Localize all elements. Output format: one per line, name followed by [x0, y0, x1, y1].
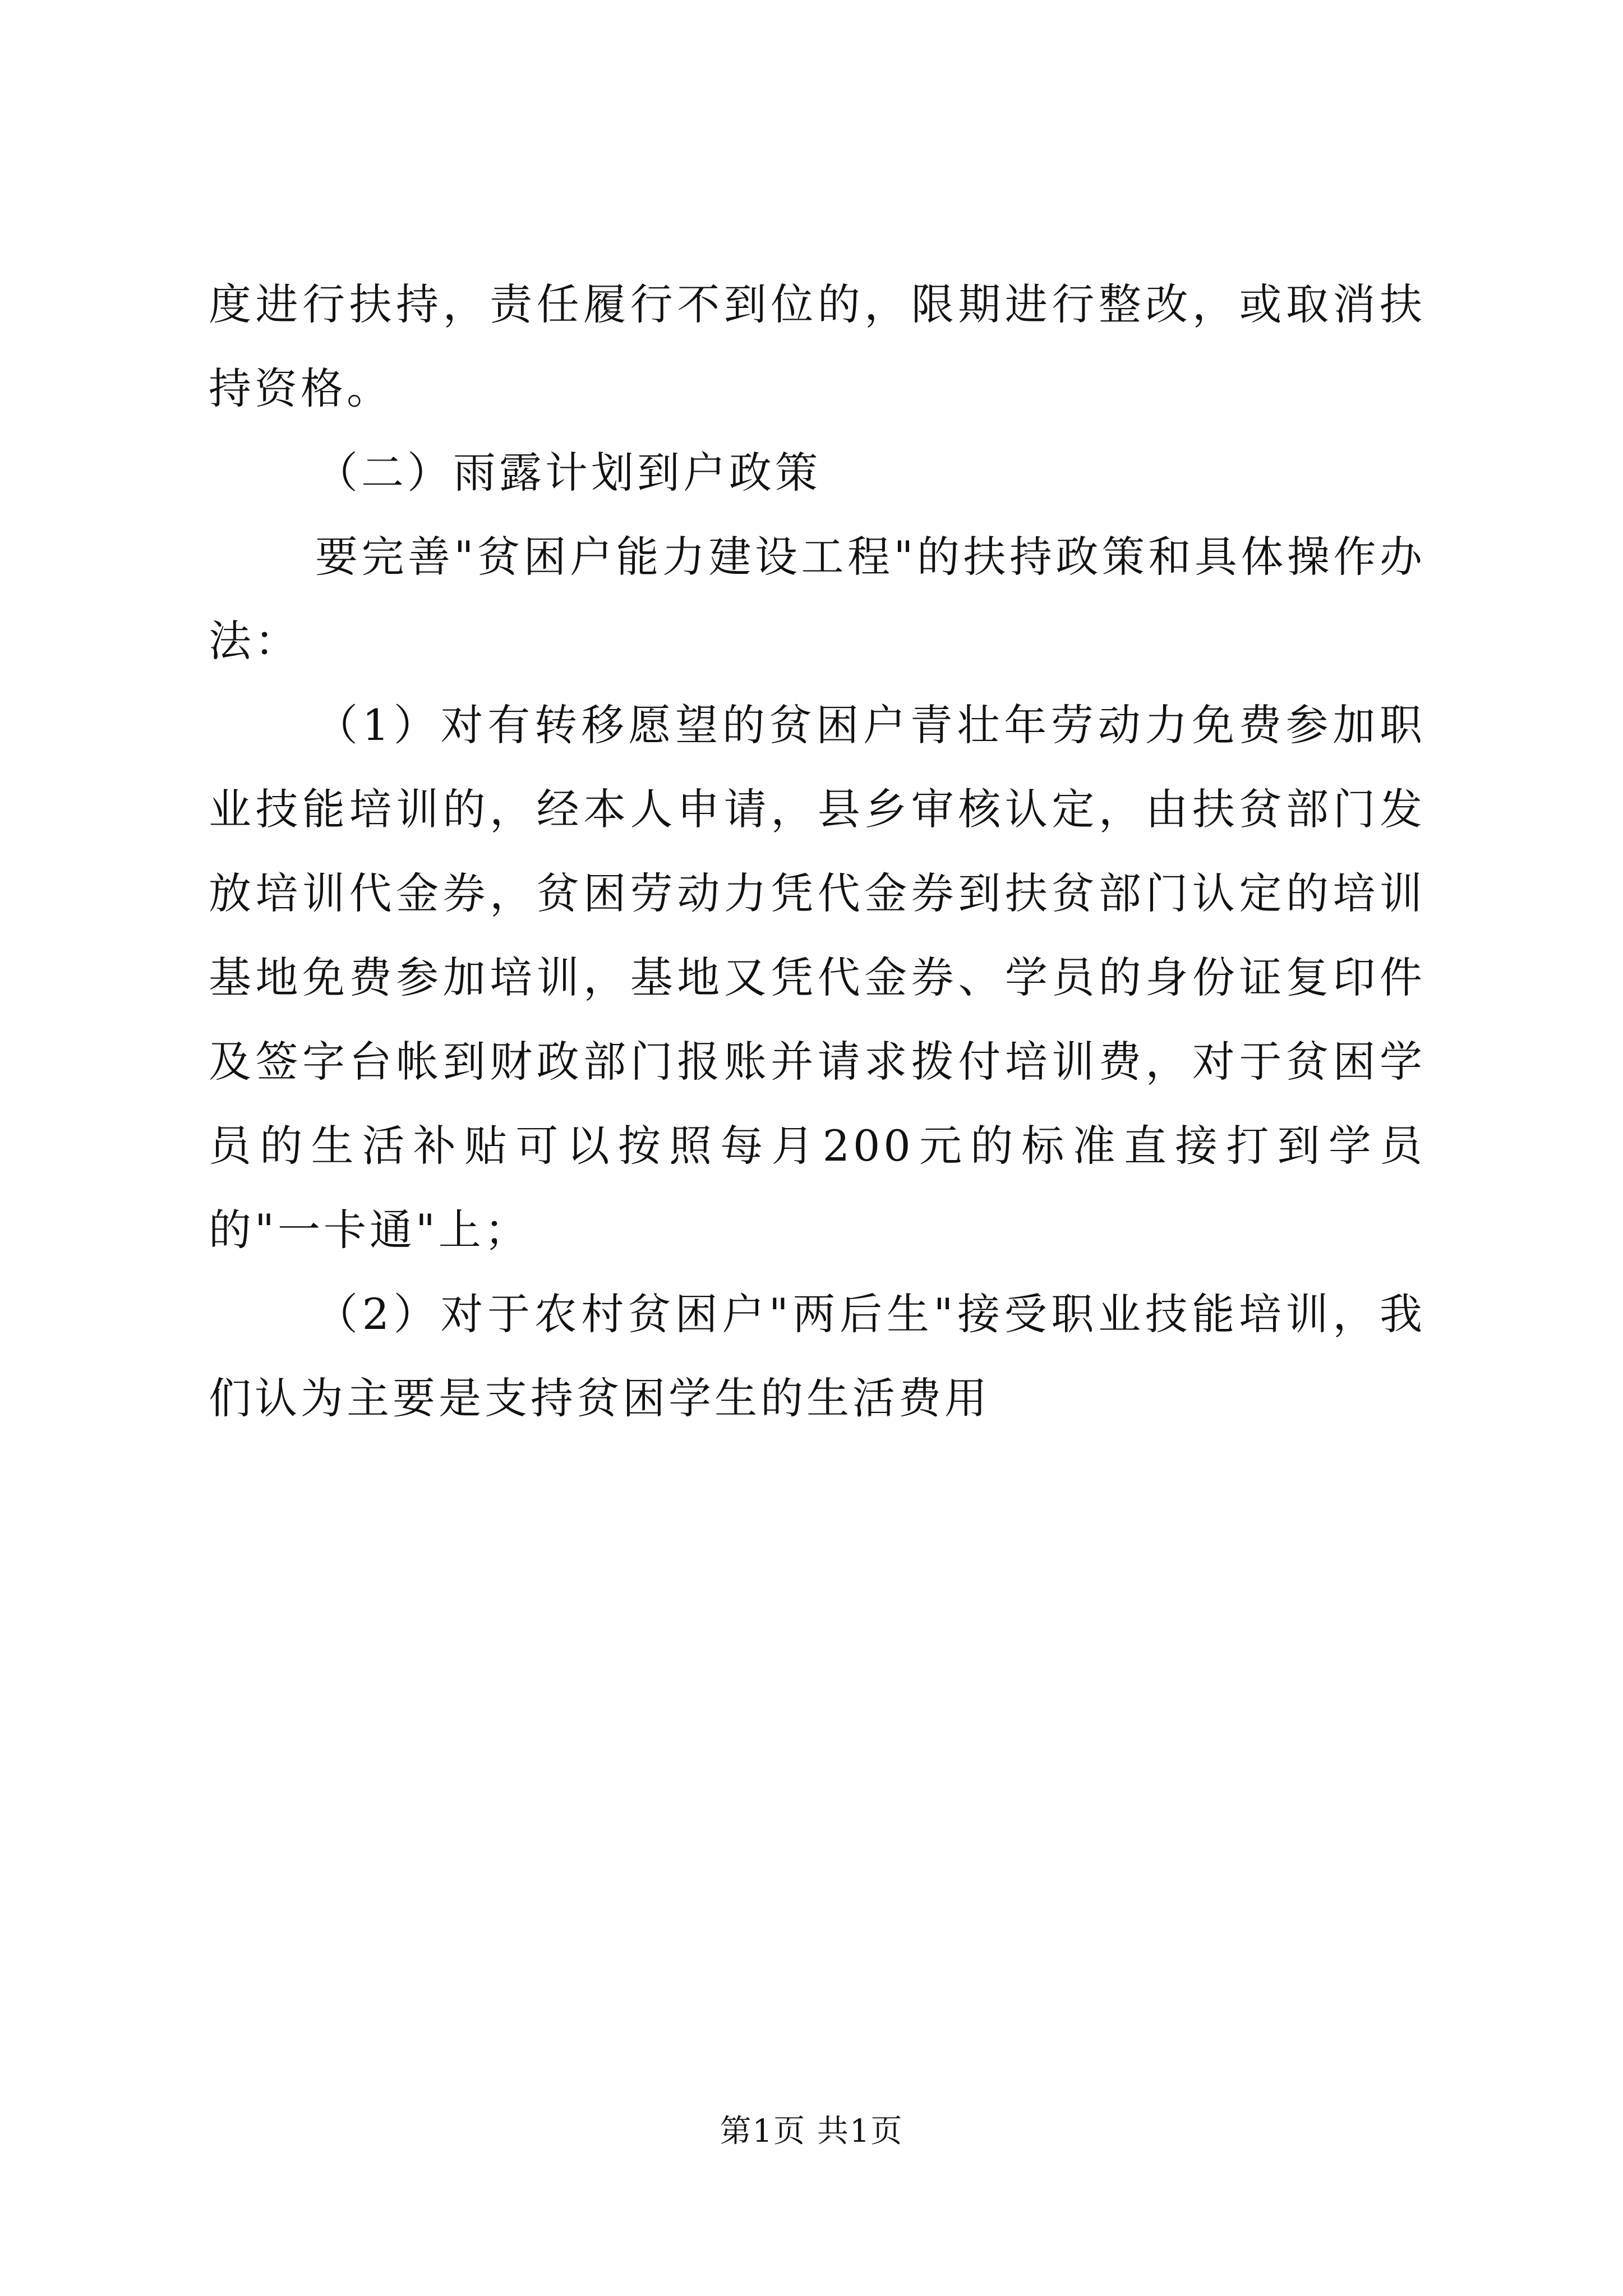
paragraph-item-1: （1）对有转移愿望的贫困户青壮年劳动力免费参加职业技能培训的，经本人申请，县乡审核认定，由扶贫部门发放培训代金券，贫困劳动力凭代金券到扶贫部门认定的培训基地免费参加培训，基地又凭代金券、学员的身份证复印件及签字台帐到财政部门报账并请求拨付培训费，对于贫困学员的生活补贴可以按照每月200元的标准直接打到学员的"一卡通"上； — [209, 700, 1426, 1255]
paragraph-intro: 要完善"贫困户能力建设工程"的扶持政策和具体操作办法： — [209, 532, 1426, 666]
document-body — [209, 263, 1426, 1441]
section-heading: （二）雨露计划到户政策 — [315, 448, 821, 498]
page-footer: 第1页 共1页 — [720, 2113, 903, 2150]
paragraph-item-2: （2）对于农村贫困户"两后生"接受职业技能培训，我们认为主要是支持贫困学生的生活费用 — [209, 1289, 1426, 1423]
paragraph-continuation: 度进行扶持，责任履行不到位的，限期进行整改，或取消扶持资格。 — [209, 279, 1426, 413]
